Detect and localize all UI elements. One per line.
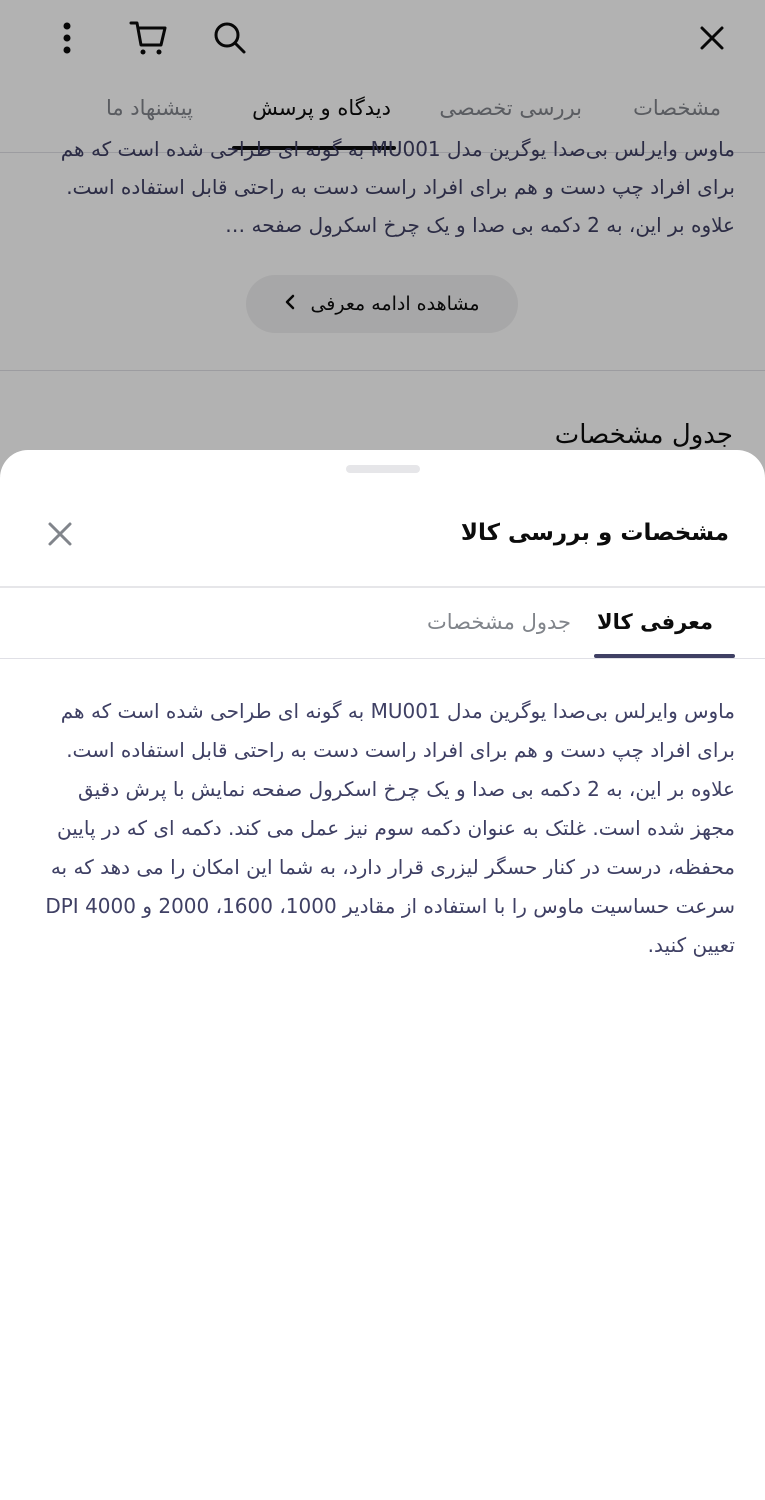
sheet-title: مشخصات و بررسی کالا	[460, 520, 729, 546]
tab-spec-table[interactable]: جدول مشخصات	[427, 610, 571, 634]
tab-expert-review[interactable]: بررسی تخصصی	[439, 96, 582, 120]
bottom-sheet	[0, 450, 765, 1500]
sheet-header	[0, 490, 765, 588]
tab-suggestions[interactable]: پیشنهاد ما	[105, 96, 193, 120]
close-icon[interactable]	[40, 514, 80, 554]
tab-comments[interactable]: دیدگاه و پرسش	[252, 96, 391, 120]
active-tab-indicator	[594, 654, 735, 658]
show-more-label: مشاهده ادامه معرفی	[310, 293, 480, 315]
product-description: ماوس وایرلس بی‌صدا یوگرین مدل MU001 به گونه ای طراحی شده است که هم برای افراد چپ دست و هم برای افراد راست دست به راحتی قابل استفاده است. علاوه بر این، به 2 دکمه بی صدا و یک چرخ اسکرول صفحه نمایش با پرش دقیق مجهز شده است. غلتک به عنوان دکمه سوم نیز عمل می کند. دکمه ای که در پایین محفظه، درست در کنار حسگر لیزری قرار دارد، به شما این امکان را می دهد که به سرعت حساسیت ماوس را با استفاده از مقادیر 1000، 1600، 2000 و 4000 DPI تعیین کنید.	[45, 699, 735, 957]
intro-text: ماوس وایرلس بی‌صدا یوگرین مدل MU001 به گونه ای طراحی شده است که هم برای افراد چپ دست و هم برای افراد راست دست به راحتی قابل استفاده است. علاوه بر این، به 2 دکمه بی صدا و یک چرخ اسکرول صفحه …	[60, 137, 735, 237]
spec-table-heading: جدول مشخصات	[554, 420, 733, 450]
tab-product-intro[interactable]: معرفی کالا	[597, 610, 713, 634]
sheet-tabs	[0, 588, 765, 659]
drag-handle[interactable]	[346, 465, 420, 473]
tab-specs[interactable]: مشخصات	[633, 96, 721, 120]
